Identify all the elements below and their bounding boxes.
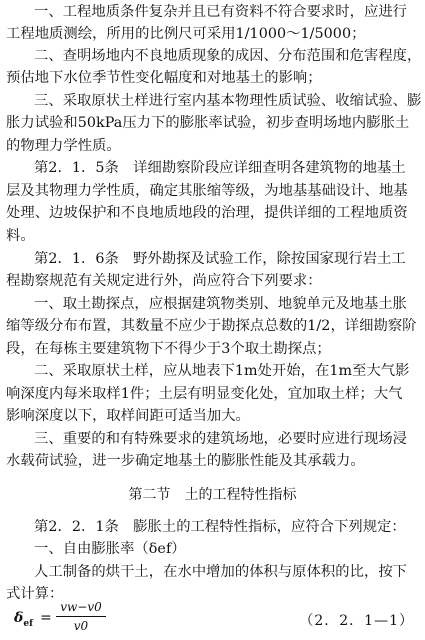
text-line: 层及其物理力学性质，确定其胀缩等级，为地基基础设计、地基 [6, 183, 408, 199]
formula-fraction-bar [56, 616, 106, 617]
formula-denominator: v0 [73, 619, 89, 633]
text-line: 的物理力学性质。 [6, 138, 121, 154]
clause-2-1-5-heading-line: 第2．1．5条 详细勘察阶段应详细查明各建筑物的地基土 [34, 160, 406, 176]
text-line: 一、工程地质条件复杂并且已有资料不符合要求时，应进行 [34, 4, 408, 20]
formula-lhs-subscript: ef [23, 618, 33, 629]
text-line: 预估地下水位季节性变化幅度和对地基土的影响； [6, 70, 322, 86]
formula-lhs-symbol: δ [14, 610, 24, 626]
text-line: 料。 [6, 228, 35, 244]
text-line: 人工制备的烘干土，在水中增加的体积与原体积的比，按下 [34, 564, 408, 580]
text-line: 缩等级分布布置，其数量不应少于勘探点总数的1/2，详细勘察阶 [6, 318, 417, 334]
text-line: 二、查明场地内不良地质现象的成因、分布范围和危害程度， [34, 48, 422, 64]
formula-equation-number: （2．2．1—1） [299, 613, 414, 629]
text-line: 段，在每栋主要建筑物下不得少于3个取土勘探点； [6, 341, 331, 357]
text-line: 式计算： [6, 586, 64, 602]
clause-2-2-1-heading-line: 第2．2．1条 膨胀土的工程特性指标，应符合下列规定： [34, 519, 406, 535]
text-line: 水载荷试验，进一步确定地基土的膨胀性能及其承载力。 [6, 453, 365, 469]
text-line: 影响深度以下，取样间距可适当加大。 [6, 408, 250, 424]
text-line: 程勘察规范有关规定进行外，尚应符合下列要求： [6, 273, 322, 289]
text-line: 工程地质测绘，所用的比例尺可采用1/1000～1/5000； [6, 26, 366, 42]
text-line: 三、重要的和有特殊要求的建筑场地，必要时应进行现场浸 [34, 431, 408, 447]
text-line: 三、采取原状土样进行室内基本物理性质试验、收缩试验、膨 [34, 93, 422, 109]
formula-equals: = [40, 610, 52, 626]
formula-free-swelling-ratio [6, 600, 420, 636]
section-heading: 第二节 土的工程特性指标 [128, 487, 297, 503]
formula-numerator: vw−v0 [60, 600, 102, 614]
formula-fraction [56, 600, 106, 634]
text-line: 响深度内每米取样1件；土层有明显变化处，宜加取土样；大气 [6, 386, 403, 402]
text-line: 一、取土勘探点，应根据建筑物类别、地貌单元及地基土胀 [34, 296, 408, 312]
clause-2-1-6-heading-line: 第2．1．6条 野外勘探及试验工作，除按国家现行岩土工 [34, 251, 406, 267]
text-line: 胀力试验和50kPa压力下的膨胀率试验，初步查明场地内膨胀土 [6, 115, 410, 131]
formula-lhs [14, 610, 33, 629]
text-line: 二、采取原状土样，应从地表下1m处开始，在1m至大气影 [34, 363, 410, 379]
text-line: 一、自由膨胀率（δef） [34, 541, 186, 557]
text-line: 处理、边坡保护和不良地质地段的治理，提供详细的工程地质资 [6, 205, 408, 221]
